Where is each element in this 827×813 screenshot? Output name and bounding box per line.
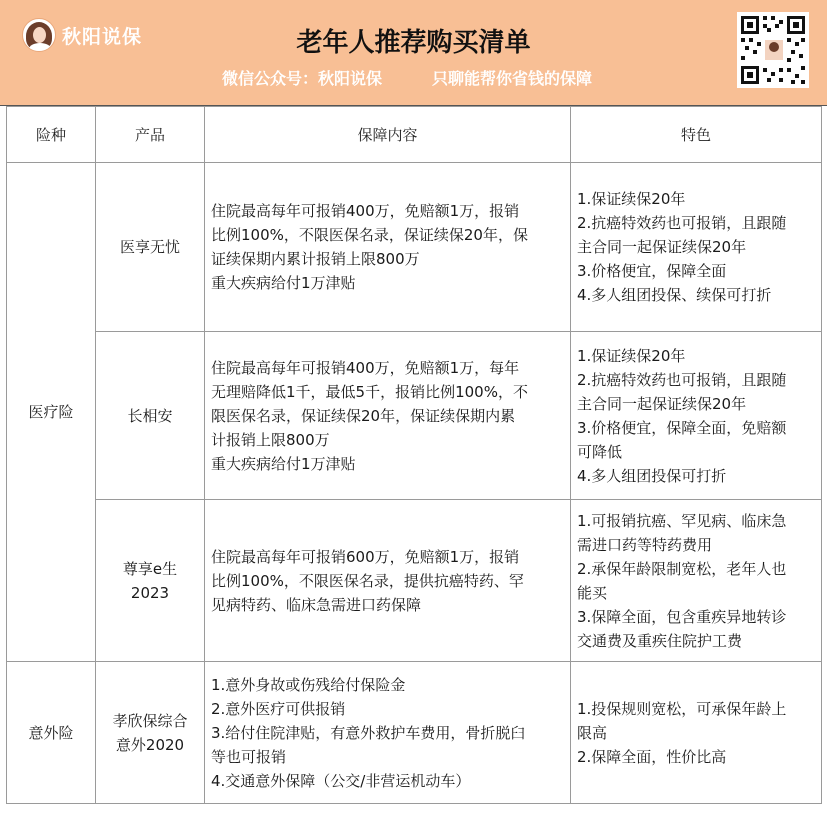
insurance-table [6,106,822,804]
features-cell: 1.保证续保20年 2.抗癌特效药也可报销，且跟随 主合同一起保证续保20年 3.价格便宜，保障全面，免赔额 可降低 4.多人组团投保可打折 [571,332,822,500]
features-cell: 1.保证续保20年 2.抗癌特效药也可报销，且跟随 主合同一起保证续保20年 3.价格便宜，保障全面 4.多人组团投保、续保可打折 [571,163,822,332]
table-row [7,163,822,332]
table-row [7,500,822,662]
coverage-cell: 1.意外身故或伤残给付保险金 2.意外医疗可供报销 3.给付住院津贴，有意外救护车费用，骨折脱臼 等也可报销 4.交通意外保障（公交/非营运机动车） [205,662,571,804]
page-title: 老年人推荐购买清单 [296,28,531,58]
product-cell: 孝欣保综合 意外2020 [96,662,205,804]
features-cell: 1.可报销抗癌、罕见病、临床急 需进口药等特药费用 2.承保年龄限制宽松，老年人也 能买 3.保障全面，包含重疾异地转诊 交通费及重疾住院护工费 [571,500,822,662]
qr-code-icon [737,12,809,88]
header-banner [0,0,827,106]
coverage-cell: 住院最高每年可报销600万，免赔额1万，报销 比例100%，不限医保名录，提供抗癌特药、罕 见病特药、临床急需进口药保障 [205,500,571,662]
product-cell: 医享无忧 [96,163,205,332]
table-header-row [7,107,822,163]
product-cell: 尊享e生 2023 [96,500,205,662]
header-product: 产品 [96,107,205,163]
table-row [7,332,822,500]
coverage-cell: 住院最高每年可报销400万，免赔额1万，每年 无理赔降低1千，最低5千，报销比例100%，不 限医保名录，保证续保20年，保证续保期内累 计报销上限800万 重大疾病给付1万津贴 [205,332,571,500]
header-type: 险种 [7,107,96,163]
product-cell: 长相安 [96,332,205,500]
coverage-cell: 住院最高每年可报销400万，免赔额1万，报销 比例100%，不限医保名录，保证续保20年，保 证续保期内累计报销上限800万 重大疾病给付1万津贴 [205,163,571,332]
features-cell: 1.投保规则宽松，可承保年龄上 限高 2.保障全面，性价比高 [571,662,822,804]
slogan: 只聊能帮你省钱的保障 [432,69,593,88]
table-row [7,662,822,804]
brand-name: 秋阳说保 [62,25,143,48]
category-medical: 医疗险 [7,163,96,662]
wechat-account: 微信公众号：秋阳说保 [222,69,383,88]
header-coverage: 保障内容 [205,107,571,163]
category-accident: 意外险 [7,662,96,804]
header-features: 特色 [571,107,822,163]
